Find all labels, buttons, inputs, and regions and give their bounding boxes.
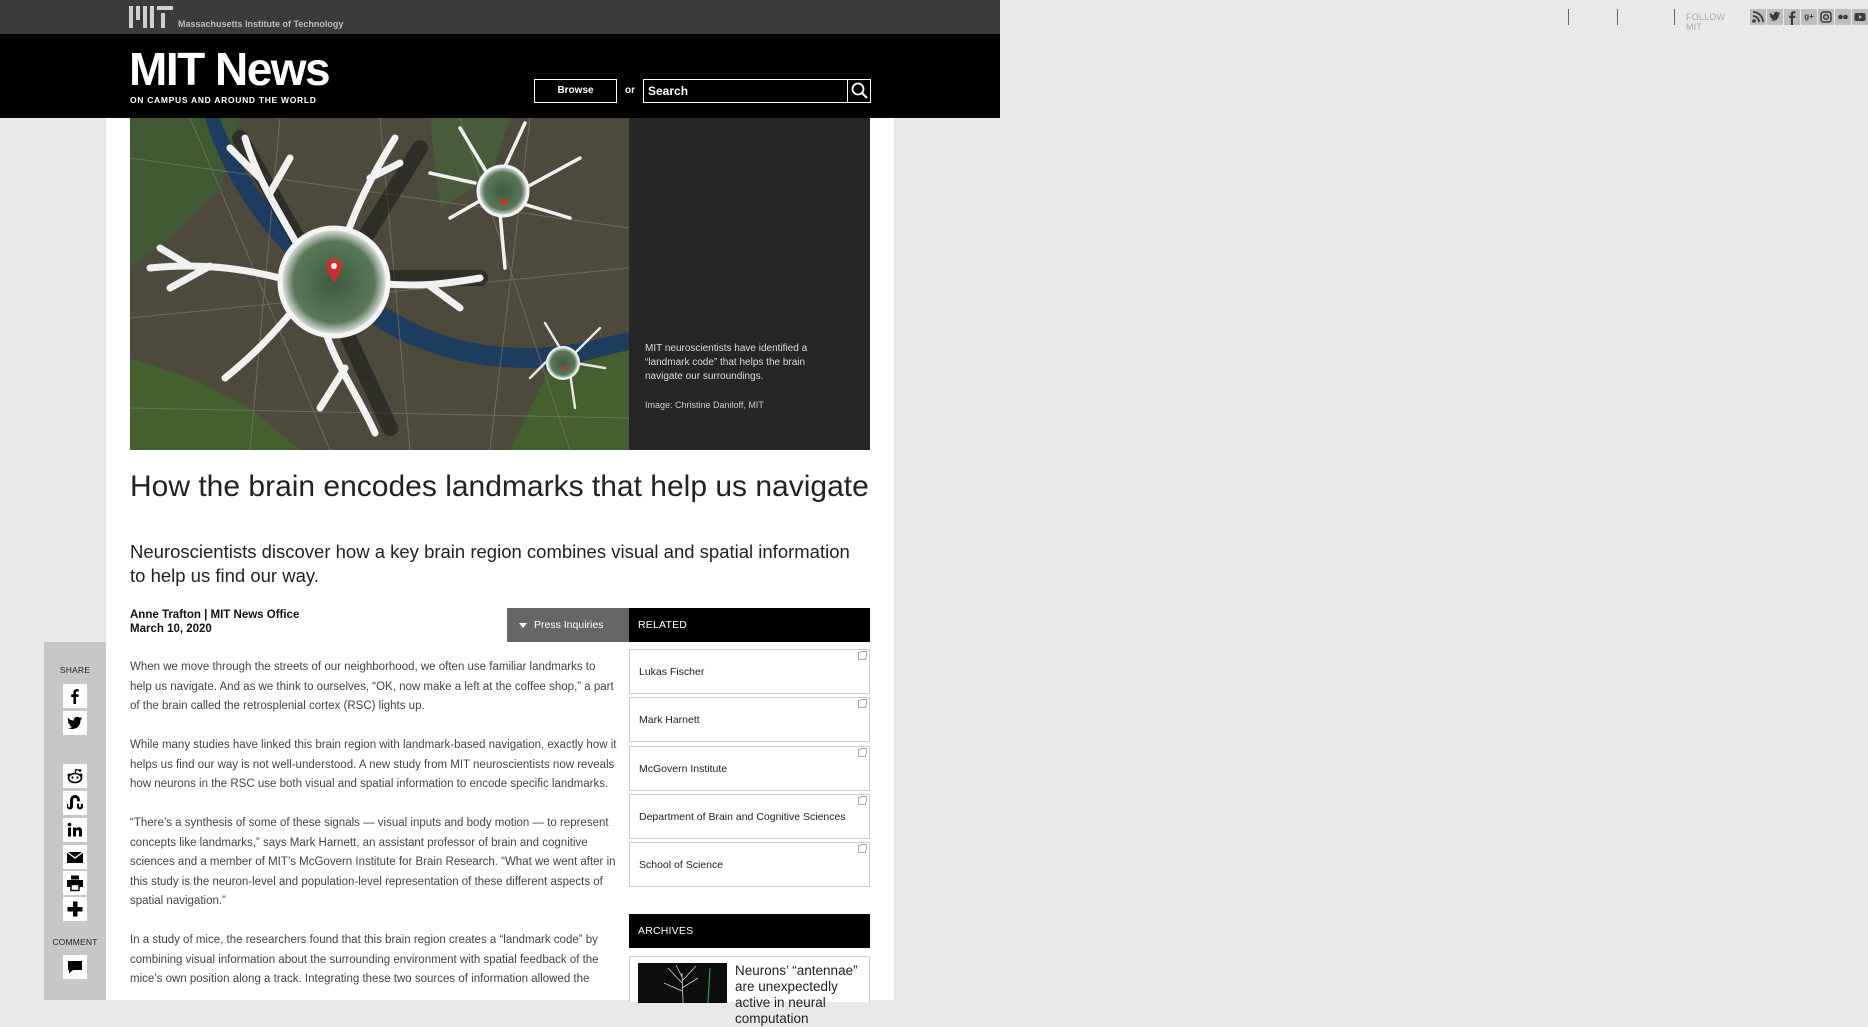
triangle-down-icon xyxy=(519,623,527,628)
hero-caption-panel xyxy=(629,118,870,450)
search-button[interactable] xyxy=(847,79,871,103)
print-icon[interactable] xyxy=(63,871,87,895)
related-item-school-of-science[interactable] xyxy=(629,842,870,887)
nav-video-link[interactable]: VIDEO xyxy=(1579,12,1609,22)
external-link-icon xyxy=(858,845,866,853)
follow-mit-label: FOLLOW MIT xyxy=(1686,12,1726,32)
facebook-icon[interactable] xyxy=(63,684,87,708)
search-input[interactable] xyxy=(643,79,848,103)
facebook-icon[interactable] xyxy=(1784,9,1800,25)
related-item-label: McGovern Institute xyxy=(639,763,728,775)
article-paragraph: In a study of mice, the researchers found that this brain region creates a “landmark code” by combining visual information about the surrounding environment with spatial feedback of the mice’s own position along a track. Integrating these two sources of information allowed the xyxy=(130,934,599,985)
article-paragraph: When we move through the streets of our neighborhood, we often use familiar landmarks to help us navigate. And as we think to ourselves, “OK, now make a left at the coffee shop,” a part of the brain called the retrosplenial cortex (RSC) lights up. xyxy=(130,661,614,712)
related-item-mark-harnett[interactable] xyxy=(629,697,870,742)
top-bar xyxy=(0,0,1814,34)
hero-caption: MIT neuroscientists have identified a “landmark code” that helps the brain navigate our surroundings. xyxy=(645,343,808,382)
related-item-label: Department of Brain and Cognitive Sciences xyxy=(639,811,846,823)
mit-news-logo[interactable]: MIT News xyxy=(129,43,330,95)
or-label: or xyxy=(625,85,635,96)
tagline: ON CAMPUS AND AROUND THE WORLD xyxy=(130,95,317,105)
rss-icon[interactable] xyxy=(1750,9,1766,25)
external-link-icon xyxy=(858,652,866,660)
youtube-icon[interactable] xyxy=(1852,9,1868,25)
twitter-icon[interactable] xyxy=(63,711,87,735)
comment-icon[interactable] xyxy=(63,955,87,979)
browse-button[interactable]: Browse xyxy=(534,79,617,103)
related-item-mcgovern-institute[interactable] xyxy=(629,746,870,791)
related-item-lukas-fischer[interactable] xyxy=(629,649,870,694)
archives-heading: ARCHIVES xyxy=(629,914,870,948)
google-plus-icon[interactable]: g+ xyxy=(1801,9,1817,25)
site-header xyxy=(0,34,1000,118)
archive-item[interactable] xyxy=(629,956,870,1026)
archive-thumbnail[interactable] xyxy=(638,963,727,1003)
plus-icon[interactable] xyxy=(63,897,87,921)
article-paragraph: While many studies have linked this brain region with landmark-based navigation, exactly how it helps us find our way is not well-understood. A new study from MIT neuroscientists now reveals how neurons in the RSC use both visual and spatial information to encode specific landmarks. xyxy=(130,739,617,790)
article-subtitle: Neuroscientists discover how a key brain region combines visual and spatial information to help us find our way. xyxy=(130,541,850,586)
linkedin-icon[interactable] xyxy=(63,818,87,842)
comment-label: COMMENT xyxy=(52,937,98,947)
related-item-label: School of Science xyxy=(639,859,724,871)
email-icon[interactable] xyxy=(63,845,87,869)
article-column xyxy=(106,118,894,1026)
instagram-icon[interactable] xyxy=(1818,9,1834,25)
author[interactable]: Anne Trafton | MIT News Office xyxy=(130,609,300,621)
search-icon xyxy=(848,80,870,102)
article-body xyxy=(130,658,617,1009)
press-inquiries-button[interactable] xyxy=(507,608,634,642)
article-paragraph: “There’s a synthesis of some of these signals — visual inputs and body motion — to represent concepts like landmarks,” says Mark Harnett, an assistant professor of brain and cognitive sciences and a member of MIT’s McGovern Institute for Brain Research. “What we went after in this study is the neuron-level and population-level representation of these different aspects of spatial navigation.” xyxy=(130,817,616,907)
related-heading: RELATED xyxy=(629,608,870,642)
stumbleupon-icon[interactable] xyxy=(63,791,87,815)
external-link-icon xyxy=(858,700,866,708)
nav-social-link[interactable]: SOCIAL xyxy=(1629,12,1664,22)
archive-title[interactable]: Neurons’ “antennae” are unexpectedly active in neural computation xyxy=(735,963,858,1026)
press-inquiries-label: Press Inquiries xyxy=(534,619,604,631)
flickr-icon[interactable] xyxy=(1835,9,1851,25)
hero-image xyxy=(130,118,629,450)
image-credit: Image: Christine Daniloff, MIT xyxy=(645,400,764,410)
related-item-label: Lukas Fischer xyxy=(639,666,705,678)
mit-logo[interactable] xyxy=(129,6,173,28)
nav-news-link[interactable]: NEWS xyxy=(1530,12,1558,22)
related-item-label: Mark Harnett xyxy=(639,714,700,726)
twitter-icon[interactable] xyxy=(1767,9,1783,25)
external-link-icon xyxy=(858,749,866,757)
external-link-icon xyxy=(858,797,866,805)
article-title: How the brain encodes landmarks that help us navigate xyxy=(130,470,869,503)
share-label: SHARE xyxy=(59,665,91,675)
share-rail xyxy=(44,642,106,1000)
institution-name[interactable]: Massachusetts Institute of Technology xyxy=(178,19,344,29)
publish-date: March 10, 2020 xyxy=(130,623,212,635)
byline xyxy=(130,608,299,636)
related-item-bcs-department[interactable] xyxy=(629,794,870,839)
reddit-icon[interactable] xyxy=(63,764,87,788)
